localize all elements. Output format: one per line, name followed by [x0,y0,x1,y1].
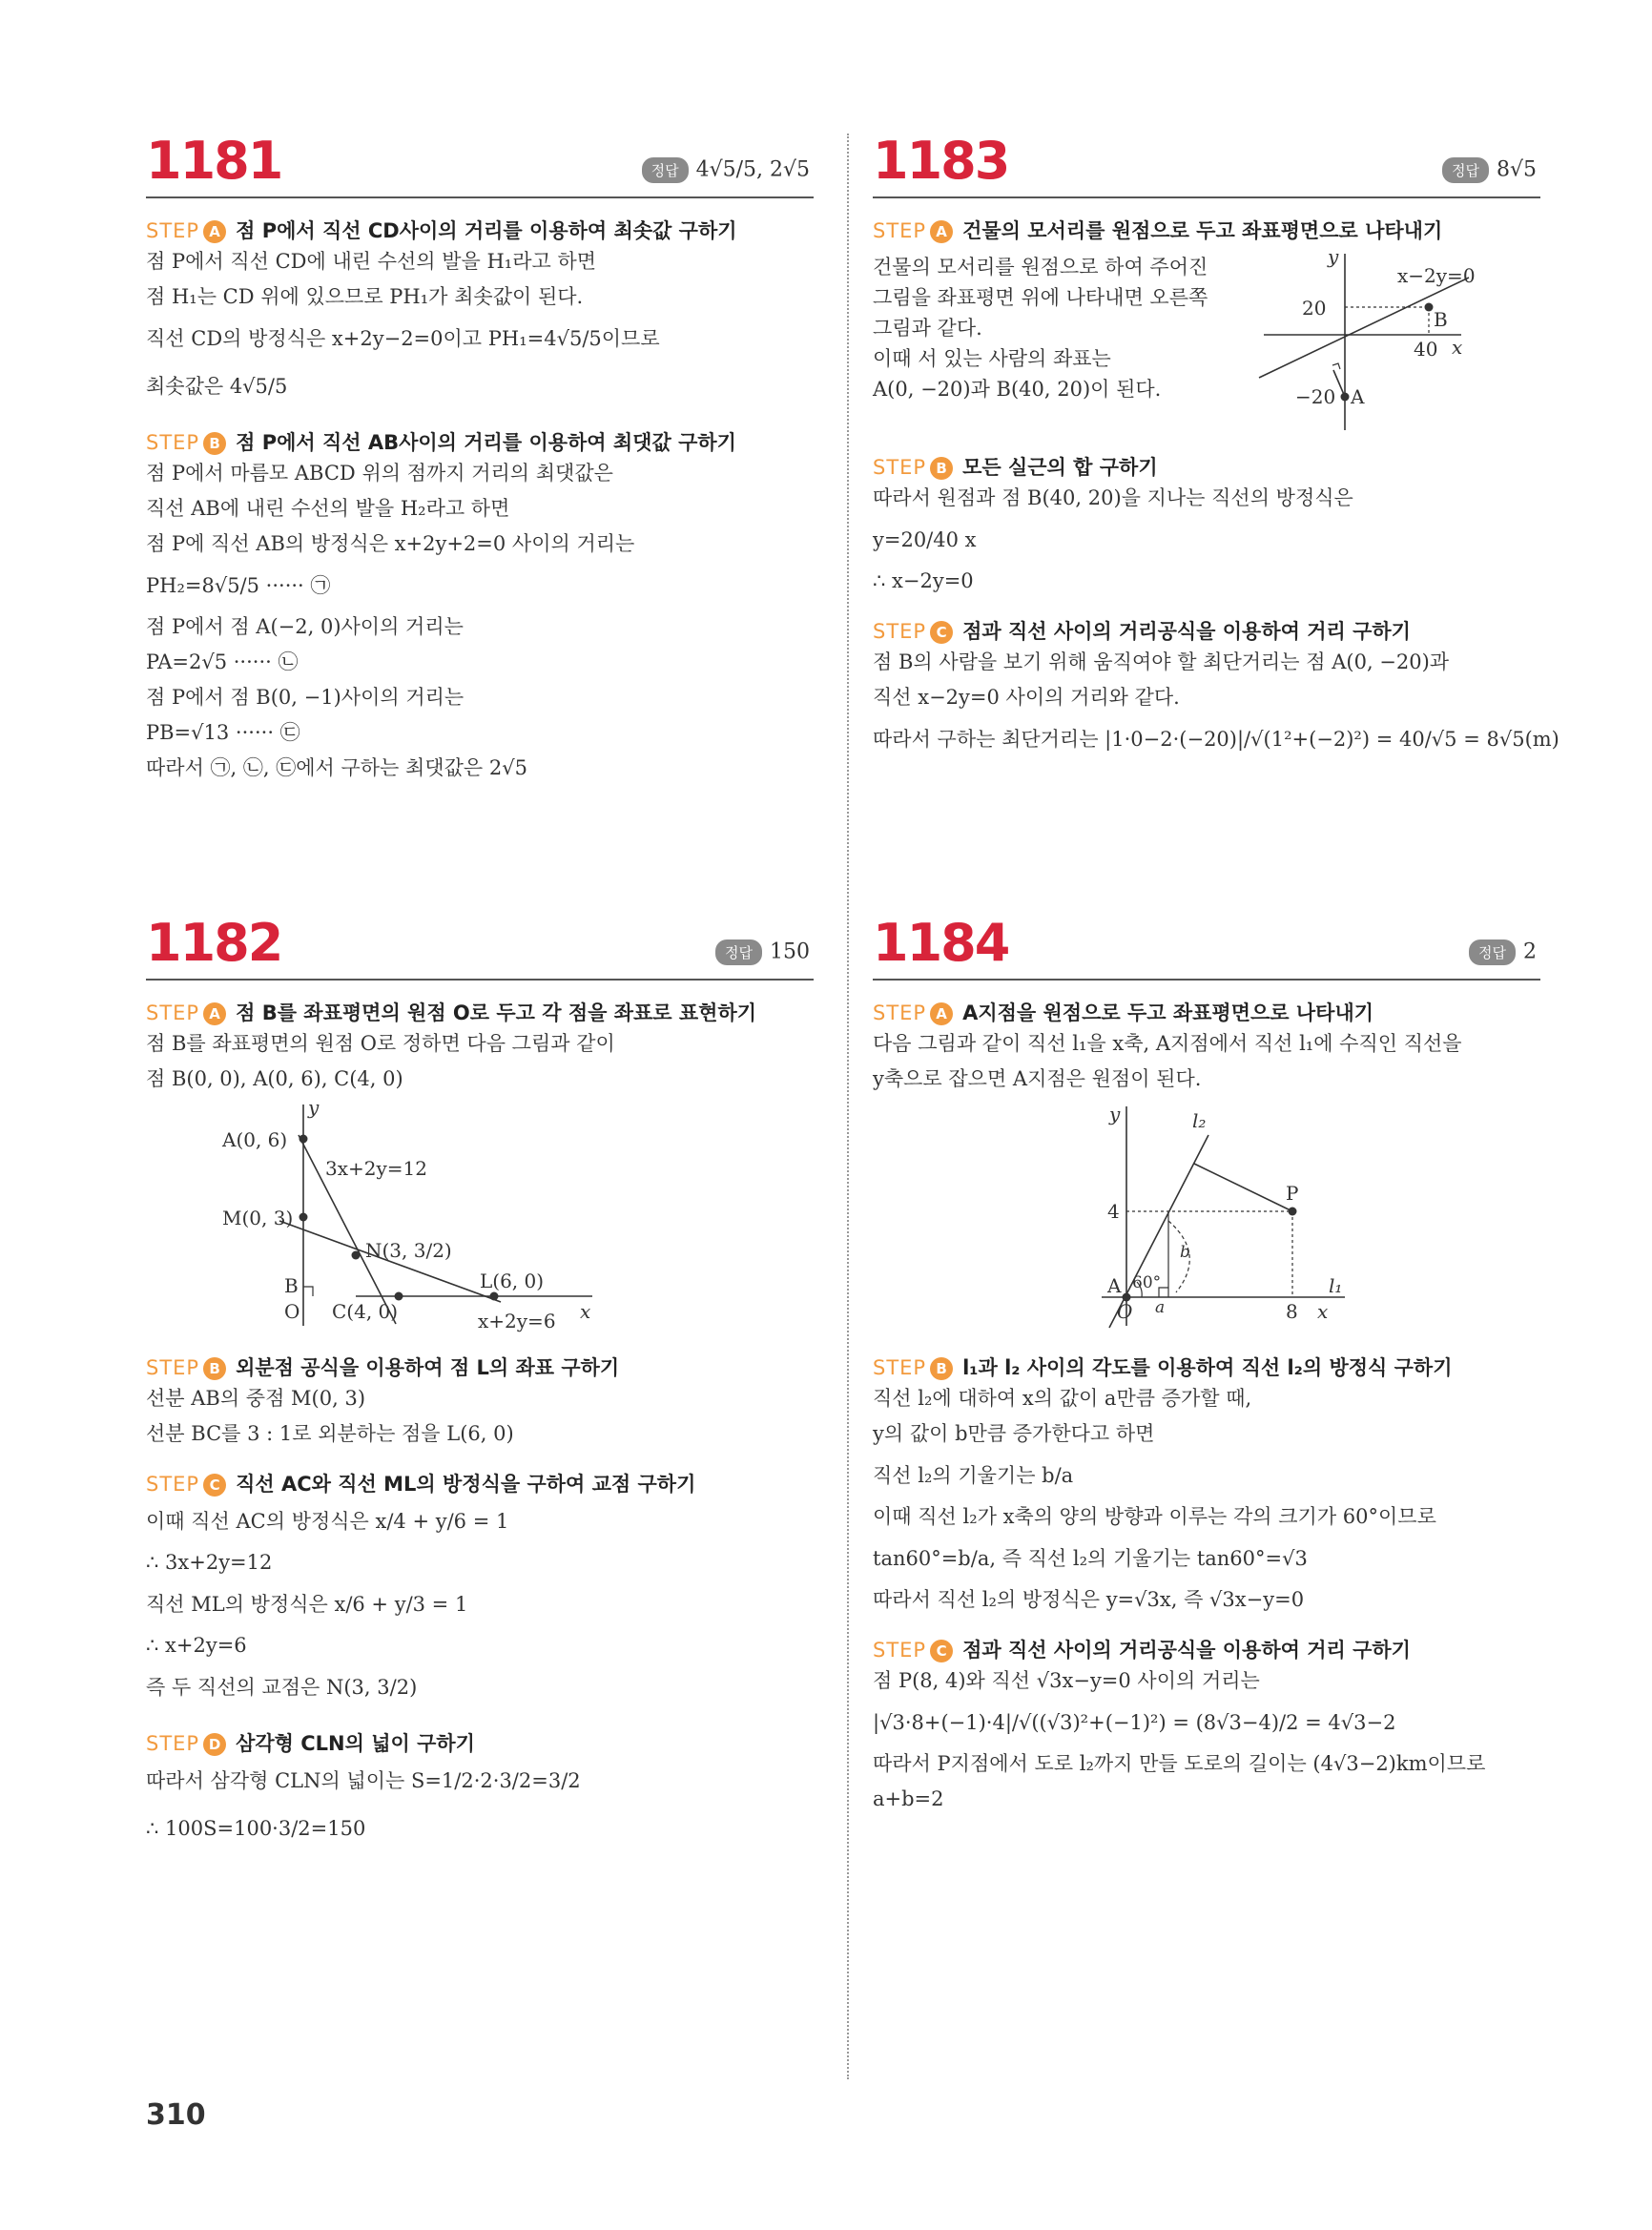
text-line: ∴ 100S=100·3/2=150 [146,1817,366,1840]
x-tick-8: 8 [1286,1300,1298,1323]
answer-value: 2 [1523,939,1537,964]
text-line: y의 값이 b만큼 증가한다고 하면 [873,1422,1155,1445]
y-axis-label: y [308,1097,320,1119]
point-b [1425,303,1434,312]
step-title: 점 P에서 직선 CD사이의 거리를 이용하여 최솟값 구하기 [236,219,737,242]
step-a-text [873,252,1235,404]
x-axis-label: x [1317,1300,1329,1323]
label-b: B [284,1274,299,1297]
step-letter: D [203,1733,226,1756]
step-title: A지점을 원점으로 두고 좌표평면으로 나타내기 [962,1001,1374,1024]
text-line: 이때 서 있는 사람의 좌표는 [873,347,1111,370]
step-letter: C [930,621,953,644]
answer-badge: 정답 [1469,939,1516,965]
step-heading [146,1352,814,1381]
step-title: 건물의 모서리를 원점으로 두고 좌표평면으로 나타내기 [962,219,1443,242]
step-letter: B [930,457,953,480]
problem-1184 [873,913,1540,1817]
step-title: 점 B를 좌표평면의 원점 O로 두고 각 점을 좌표로 표현하기 [236,1001,757,1024]
answer [642,157,810,183]
answer-badge: 정답 [1442,157,1489,183]
text-line: y축으로 잡으면 A지점은 원점이 된다. [873,1067,1202,1090]
step-heading [873,1352,1540,1381]
text-line: PH₂=8√5/5 ······ ㉠ [146,574,331,597]
answer [1469,939,1537,965]
text-line: 이때 직선 l₂가 x축의 양의 방향과 이루는 각의 크기가 60°이므로 [873,1505,1436,1528]
label-b-rise: b [1180,1243,1190,1262]
problem-header [146,131,814,198]
step-letter: A [930,1002,953,1025]
text-line: 그림을 좌표평면 위에 나타내면 오른쪽 [873,286,1208,309]
text-line: 이때 직선 AC의 방정식은 x/4 + y/6 = 1 [146,1510,509,1533]
step-title: 모든 실근의 합 구하기 [962,456,1158,479]
right-angle-mark [303,1287,313,1296]
step-heading [146,1469,814,1497]
step-tag: STEP [146,1001,200,1024]
point-a [299,1135,308,1144]
text-line: 따라서 P지점에서 도로 l₂까지 만들 도로의 길이는 (4√3−2)km이므로 [873,1752,1486,1775]
problem-header [146,913,814,981]
y-axis-label: y [1109,1103,1121,1125]
text-line: ∴ 3x+2y=12 [146,1551,273,1574]
label-o: O [1117,1300,1133,1323]
answer [1442,157,1537,183]
x-tick-40: 40 [1414,338,1438,361]
point-l [490,1292,499,1301]
step-title: 점과 직선 사이의 거리공식을 이용하여 거리 구하기 [962,1639,1411,1662]
figure-1182 [146,1097,814,1335]
step-heading [873,452,1540,481]
step-heading [146,998,814,1026]
text-line: 선분 BC를 3 : 1로 외분하는 점을 L(6, 0) [146,1422,514,1445]
step-tag: STEP [146,1356,200,1379]
y-axis-label: y [1328,245,1339,268]
label-line-ml: x+2y=6 [478,1310,556,1332]
label-b: B [1434,308,1448,331]
answer-value: 8√5 [1496,157,1537,182]
step-tag: STEP [873,219,927,242]
step-letter: A [203,1002,226,1025]
problem-1183 [873,131,1559,763]
problem-number: 1183 [873,131,1009,191]
y-tick-neg20: −20 [1295,385,1336,408]
point-p [1289,1208,1297,1216]
problem-header [873,913,1540,981]
text-line: 선분 AB의 중점 M(0, 3) [146,1387,366,1410]
step-letter: B [203,1357,226,1380]
label-a: A [1351,385,1365,408]
text-line: 점 B를 좌표평면의 원점 O로 정하면 다음 그림과 같이 [146,1032,615,1055]
text-line: 직선 ML의 방정식은 x/6 + y/3 = 1 [146,1593,468,1616]
column-divider [847,134,849,2079]
text-line: 점 P(8, 4)와 직선 √3x−y=0 사이의 거리는 [873,1669,1260,1692]
step-heading [146,1728,814,1757]
text-line: 점 B의 사람을 보기 위해 움직여야 할 최단거리는 점 A(0, −20)과 [873,650,1450,673]
text-line: PA=2√5 ······ ㉡ [146,650,299,673]
right-angle-mark [1332,363,1340,369]
text-line: 즉 두 직선의 교점은 N(3, 3/2) [146,1676,418,1699]
problem-number: 1182 [146,913,282,973]
line-label: x−2y=0 [1397,264,1476,287]
step-tag: STEP [146,219,200,242]
text-line: PB=√13 ······ ㉢ [146,721,300,744]
text-line: 직선 l₂의 기울기는 b/a [873,1464,1074,1487]
text-line: 최솟값은 4√5/5 [146,375,288,398]
text-line: 따라서 원점과 점 B(40, 20)을 지나는 직선의 방정식은 [873,486,1353,509]
step-letter: B [930,1357,953,1380]
answer-value: 150 [770,939,810,964]
text-line: y=20/40 x [873,528,977,551]
label-c: C(4, 0) [332,1300,399,1323]
step-tag: STEP [873,1001,927,1024]
road-to-p [1194,1164,1292,1211]
step-heading [873,216,1540,244]
text-line: ∴ x−2y=0 [873,569,974,592]
figure-1183 [1249,244,1536,435]
label-l2: l₂ [1192,1109,1207,1132]
step-tag: STEP [873,1639,927,1662]
page-number: 310 [146,2098,206,2132]
point-a [1341,393,1350,402]
text-line: A(0, −20)과 B(40, 20)이 된다. [873,378,1162,401]
label-p: P [1286,1182,1299,1205]
text-line: 점 B(0, 0), A(0, 6), C(4, 0) [146,1067,403,1090]
text-line: 따라서 구하는 최단거리는 |1·0−2·(−20)|/√(1²+(−2)²) = 40/√5 = 8√5(m) [873,728,1559,751]
step-tag: STEP [146,431,200,454]
step-title: 삼각형 CLN의 넓이 구하기 [236,1732,475,1755]
x-axis-label: x [580,1300,591,1323]
text-line: 직선 x−2y=0 사이의 거리와 같다. [873,686,1180,709]
text-line: 직선 l₂에 대하여 x의 값이 a만큼 증가할 때, [873,1387,1252,1410]
text-line: |√3·8+(−1)·4|/√((√3)²+(−1)²) = (8√3−4)/2 = 4√3−2 [873,1711,1396,1734]
step-title: 외분점 공식을 이용하여 점 L의 좌표 구하기 [236,1356,620,1379]
text-line: tan60°=b/a, 즉 직선 l₂의 기울기는 tan60°=√3 [873,1547,1308,1570]
text-line: 다음 그림과 같이 직선 l₁을 x축, A지점에서 직선 l₁에 수직인 직선을 [873,1032,1462,1055]
y-tick-20: 20 [1302,297,1327,320]
point-m [299,1213,308,1222]
text-line: a+b=2 [873,1787,944,1810]
figure-1184 [873,1097,1540,1335]
label-o: O [284,1300,300,1323]
step-letter: A [930,220,953,243]
step-tag: STEP [873,620,927,643]
label-a-run: a [1155,1298,1166,1317]
label-m: M(0, 3) [222,1207,294,1229]
step-letter: C [203,1474,226,1497]
step-letter: B [203,432,226,455]
answer-badge: 정답 [715,939,762,965]
step-title: 직선 AC와 직선 ML의 방정식을 구하여 교점 구하기 [236,1473,696,1496]
step-tag: STEP [873,1356,927,1379]
text-line: 점 P에 직선 AB의 방정식은 x+2y+2=0 사이의 거리는 [146,532,635,555]
text-line: 점 H₁는 CD 위에 있으므로 PH₁가 최솟값이 된다. [146,285,584,308]
text-line: 직선 AB에 내린 수선의 발을 H₂라고 하면 [146,497,510,520]
text-line: 직선 CD의 방정식은 x+2y−2=0이고 PH₁=4√5/5이므로 [146,327,660,350]
step-heading [146,216,814,244]
text-line: ∴ x+2y=6 [146,1634,247,1657]
step-title: l₁과 l₂ 사이의 각도를 이용하여 직선 l₂의 방정식 구하기 [962,1356,1453,1379]
problem-1181 [146,131,814,786]
point-n [352,1251,361,1260]
step-heading [146,427,814,456]
answer-badge: 정답 [642,157,689,183]
label-line-ac: 3x+2y=12 [325,1157,427,1180]
text-line: 점 P에서 점 B(0, −1)사이의 거리는 [146,686,465,709]
text-line: 건물의 모서리를 원점으로 하여 주어진 [873,256,1208,279]
label-a: A(0, 6) [222,1128,288,1151]
text-line: 점 P에서 점 A(−2, 0)사이의 거리는 [146,615,464,638]
text-line: 따라서 직선 l₂의 방정식은 y=√3x, 즉 √3x−y=0 [873,1588,1305,1611]
problem-header [873,131,1540,198]
text-line: 따라서 삼각형 CLN의 넓이는 S=1/2·2·3/2=3/2 [146,1769,581,1792]
y-tick-4: 4 [1107,1200,1120,1223]
text-line: 점 P에서 마름모 ABCD 위의 점까지 거리의 최댓값은 [146,462,613,485]
step-heading [873,998,1540,1026]
step-tag: STEP [146,1473,200,1496]
text-line: 따라서 ㉠, ㉡, ㉢에서 구하는 최댓값은 2√5 [146,756,527,779]
step-title: 점 P에서 직선 AB사이의 거리를 이용하여 최댓값 구하기 [236,431,736,454]
label-l1: l₁ [1329,1274,1343,1297]
problem-number: 1181 [146,131,282,191]
step-a-content [873,244,1540,435]
label-l: L(6, 0) [480,1270,545,1292]
answer [715,939,810,965]
step-letter: A [203,220,226,243]
problem-1182 [146,913,814,1852]
answer-value: 4√5/5, 2√5 [695,157,810,182]
step-letter: C [930,1640,953,1662]
step-heading [873,1635,1540,1663]
step-tag: STEP [873,456,927,479]
text-line: 그림과 같다. [873,317,982,340]
angle-label: 60° [1132,1273,1162,1292]
label-a: A [1107,1274,1122,1297]
step-title: 점과 직선 사이의 거리공식을 이용하여 거리 구하기 [962,620,1411,643]
step-tag: STEP [146,1732,200,1755]
text-line: 점 P에서 직선 CD에 내린 수선의 발을 H₁라고 하면 [146,250,597,273]
x-axis-label: x [1452,336,1463,359]
problem-number: 1184 [873,913,1009,973]
label-n: N(3, 3/2) [365,1239,452,1262]
step-heading [873,616,1540,645]
